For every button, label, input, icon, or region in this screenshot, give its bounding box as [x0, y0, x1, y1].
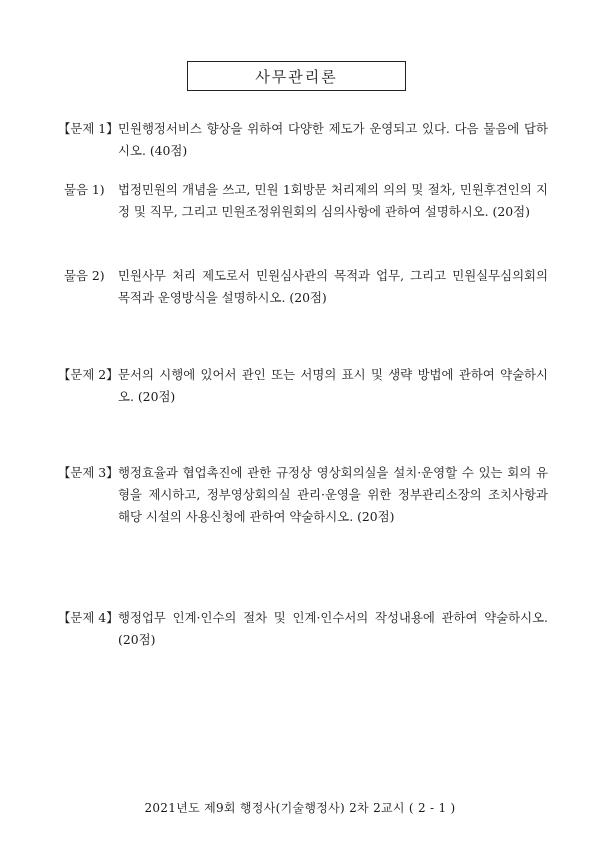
question-4: [58, 607, 548, 651]
question-3: [58, 462, 548, 528]
question-text: 문서의 시행에 있어서 관인 또는 서명의 표시 및 생략 방법에 관하여 약술하시오. (20점): [118, 367, 548, 404]
question-label: 【문제 4】: [58, 610, 119, 625]
sub-question-1: [58, 179, 548, 223]
question-label: 【문제 3】: [58, 465, 119, 480]
sub-question-label: 물음 2): [64, 268, 105, 283]
question-text: 행정업무 인계·인수의 절차 및 인계·인수서의 작성내용에 관하여 약술하시오. (20점): [118, 610, 548, 647]
question-label: 【문제 2】: [58, 367, 119, 382]
page-title: 사무관리론: [187, 61, 406, 91]
question-2: [58, 364, 548, 408]
question-label: 【문제 1】: [58, 121, 119, 136]
question-text: 행정효율과 협업촉진에 관한 규정상 영상회의실을 설치·운영할 수 있는 회의 유형을 제시하고, 정부영상회의실 관리·운영을 위한 정부관리소장의 조치사항과 해당 시설의 사용신청에 관하여 약술하시오. (20점): [118, 465, 548, 524]
sub-question-2: [58, 265, 548, 309]
page-footer: 2021년도 제9회 행정사(기술행정사) 2차 2교시 ( 2 - 1 ): [144, 801, 456, 815]
sub-question-label: 물음 1): [64, 182, 105, 197]
question-text: 민원행정서비스 향상을 위하여 다양한 제도가 운영되고 있다. 다음 물음에 답하시오. (40점): [118, 121, 548, 158]
question-1: [58, 118, 548, 162]
sub-question-text: 민원사무 처리 제도로서 민원심사관의 목적과 업무, 그리고 민원실무심의회의 목적과 운영방식을 설명하시오. (20점): [118, 268, 548, 305]
sub-question-text: 법정민원의 개념을 쓰고, 민원 1회방문 처리제의 의의 및 절차, 민원후견인의 지정 및 직무, 그리고 민원조정위원회의 심의사항에 관하여 설명하시오. (20점): [118, 182, 548, 219]
